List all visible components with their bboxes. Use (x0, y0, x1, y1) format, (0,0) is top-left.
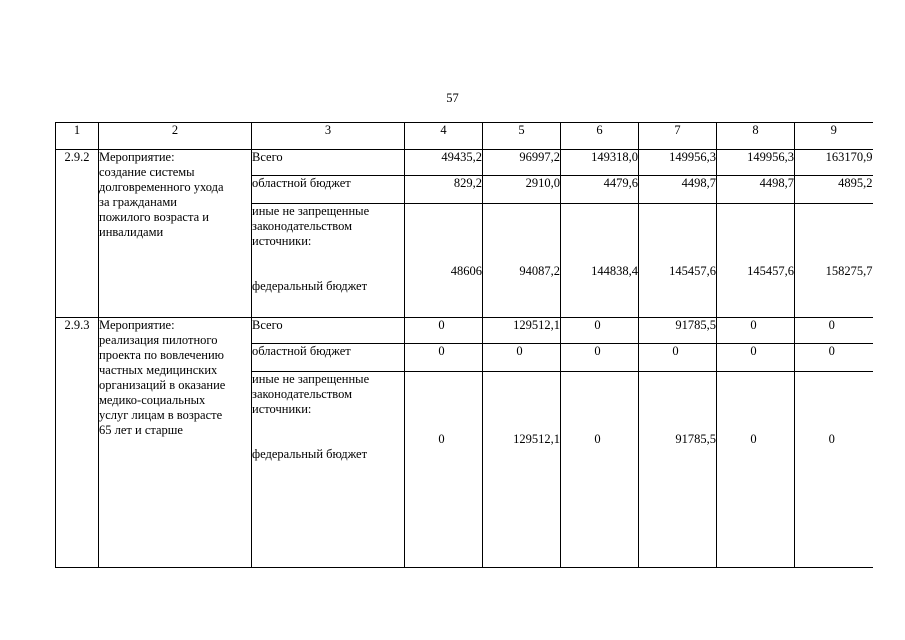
value-cell: 0 (405, 318, 483, 344)
value-cell: 0 (561, 344, 639, 372)
source-label: Всего (252, 150, 405, 176)
value-cell: 144838,4 (561, 204, 639, 318)
value-cell: 149956,3 (717, 150, 795, 176)
value-cell: 149956,3 (639, 150, 717, 176)
measure-title: Мероприятие: создание системы долговременного ухода за гражданами пожилого возраста и инвалидами (99, 150, 252, 318)
value-cell: 0 (639, 344, 717, 372)
value-cell: 0 (405, 344, 483, 372)
header-cell: 3 (252, 123, 405, 150)
value-cell: 0 (405, 372, 483, 568)
header-cell: 8 (717, 123, 795, 150)
table-row (56, 150, 873, 176)
source-label: иные не запрещенные законодательством источники: федеральный бюджет (252, 372, 405, 568)
federal-budget-label: федеральный бюджет (252, 447, 368, 461)
measure-title: Мероприятие: реализация пилотного проекта по вовлечению частных медицинских организаций в оказание медико-социальных услуг лицам в возрасте 65 лет и старше (99, 318, 252, 568)
value-cell: 91785,5 (639, 372, 717, 568)
header-cell: 9 (795, 123, 873, 150)
value-cell: 149318,0 (561, 150, 639, 176)
value-cell: 163170,9 (795, 150, 873, 176)
value-cell: 0 (795, 372, 873, 568)
value-cell: 4498,7 (717, 176, 795, 204)
value-cell: 0 (717, 318, 795, 344)
value-cell: 145457,6 (717, 204, 795, 318)
header-cell: 2 (99, 123, 252, 150)
value-cell: 129512,1 (483, 372, 561, 568)
value-cell: 0 (795, 318, 873, 344)
source-label: областной бюджет (252, 344, 405, 372)
header-cell: 4 (405, 123, 483, 150)
value-cell: 91785,5 (639, 318, 717, 344)
measure-code: 2.9.2 (56, 150, 99, 318)
header-cell: 7 (639, 123, 717, 150)
value-cell: 4498,7 (639, 176, 717, 204)
header-cell: 6 (561, 123, 639, 150)
source-label: иные не запрещенные законодательством источники: федеральный бюджет (252, 204, 405, 318)
value-cell: 2910,0 (483, 176, 561, 204)
value-cell: 0 (717, 344, 795, 372)
source-label: Всего (252, 318, 405, 344)
budget-table (55, 122, 873, 568)
value-cell: 0 (717, 372, 795, 568)
value-cell: 96997,2 (483, 150, 561, 176)
value-cell: 4479,6 (561, 176, 639, 204)
header-cell: 1 (56, 123, 99, 150)
header-row (56, 123, 873, 150)
value-cell: 0 (561, 372, 639, 568)
value-cell: 48606 (405, 204, 483, 318)
source-label: областной бюджет (252, 176, 405, 204)
measure-code: 2.9.3 (56, 318, 99, 568)
header-cell: 5 (483, 123, 561, 150)
value-cell: 0 (795, 344, 873, 372)
value-cell: 829,2 (405, 176, 483, 204)
page-number: 57 (446, 91, 459, 105)
value-cell: 158275,7 (795, 204, 873, 318)
table-row (56, 318, 873, 344)
value-cell: 94087,2 (483, 204, 561, 318)
value-cell: 145457,6 (639, 204, 717, 318)
value-cell: 0 (561, 318, 639, 344)
federal-budget-label: федеральный бюджет (252, 279, 368, 293)
value-cell: 129512,1 (483, 318, 561, 344)
value-cell: 0 (483, 344, 561, 372)
value-cell: 49435,2 (405, 150, 483, 176)
value-cell: 4895,2 (795, 176, 873, 204)
